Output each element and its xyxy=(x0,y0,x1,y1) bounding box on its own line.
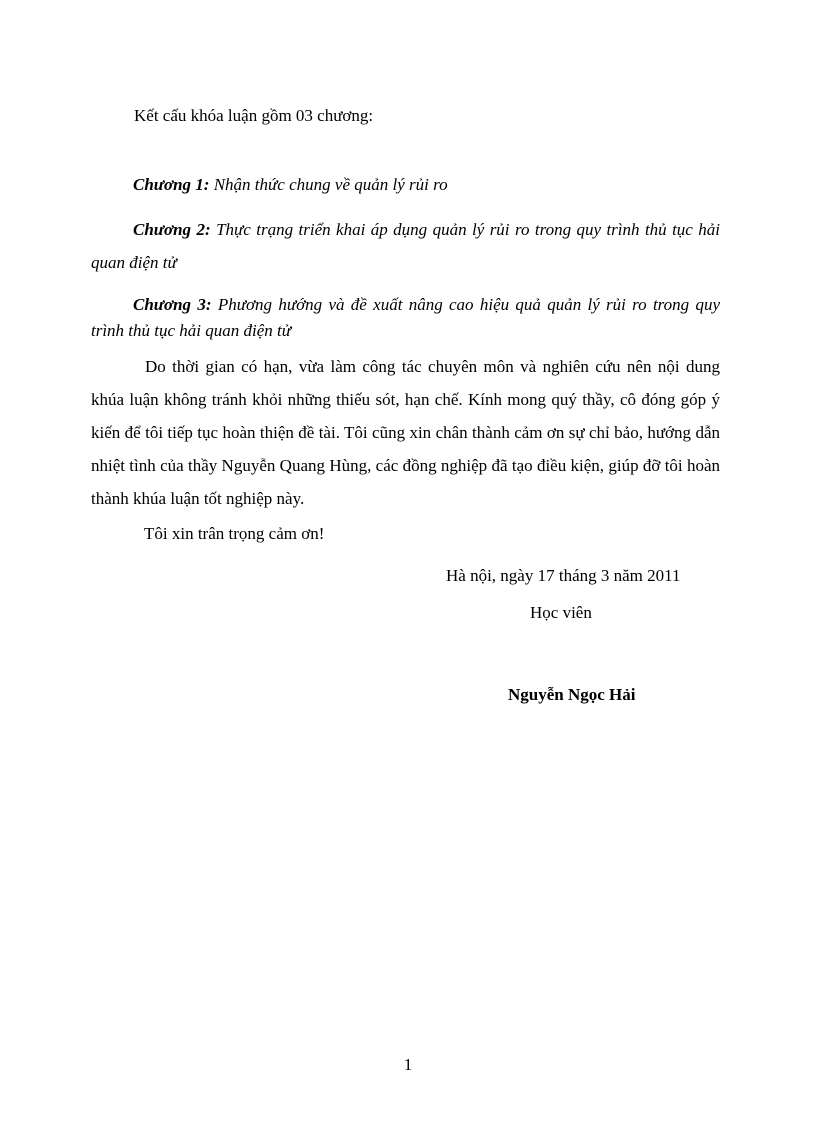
signature-role: Học viên xyxy=(530,603,592,622)
chapter-3-title: Phương hướng và đề xuất nâng cao hiệu quả quản lý rủi ro trong quy trình thủ tục hải quan điện tử xyxy=(91,295,721,340)
chapter-1-title: Nhận thức chung về quản lý rủi ro xyxy=(213,175,448,194)
chapter-3 xyxy=(91,292,720,344)
chapter-1 xyxy=(91,168,720,201)
intro-line: Kết cấu khóa luận gồm 03 chương: xyxy=(134,106,374,125)
chapter-2-title: Thực trạng triển khai áp dụng quản lý rủi ro trong quy trình thủ tục hải quan điện tử xyxy=(91,220,720,272)
chapter-2-label: Chương 2: xyxy=(133,220,211,239)
closing-paragraph: Do thời gian có hạn, vừa làm công tác chuyên môn và nghiên cứu nên nội dung khúa luận không tránh khỏi những thiếu sót, hạn chế. Kính mong quý thầy, cô đóng góp ý kiến để tôi tiếp tục hoàn thiện đề tài. Tôi cũng xin chân thành cảm ơn sự chỉ bảo, hướng dẫn nhiệt tình của thầy Nguyễn Quang Hùng, các đồng nghiệp đã tạo điều kiện, giúp đỡ tôi hoàn thành khúa luận tốt nghiệp này. xyxy=(91,357,720,508)
signature-name: Nguyễn Ngọc Hải xyxy=(508,685,636,704)
chapter-3-label: Chương 3: xyxy=(133,295,212,314)
signature-date: Hà nội, ngày 17 tháng 3 năm 2011 xyxy=(446,566,681,585)
chapter-1-label: Chương 1: xyxy=(133,175,210,194)
page-number: 1 xyxy=(403,1055,413,1074)
thanks-line: Tôi xin trân trọng cảm ơn! xyxy=(144,524,325,543)
chapter-2 xyxy=(91,213,720,279)
